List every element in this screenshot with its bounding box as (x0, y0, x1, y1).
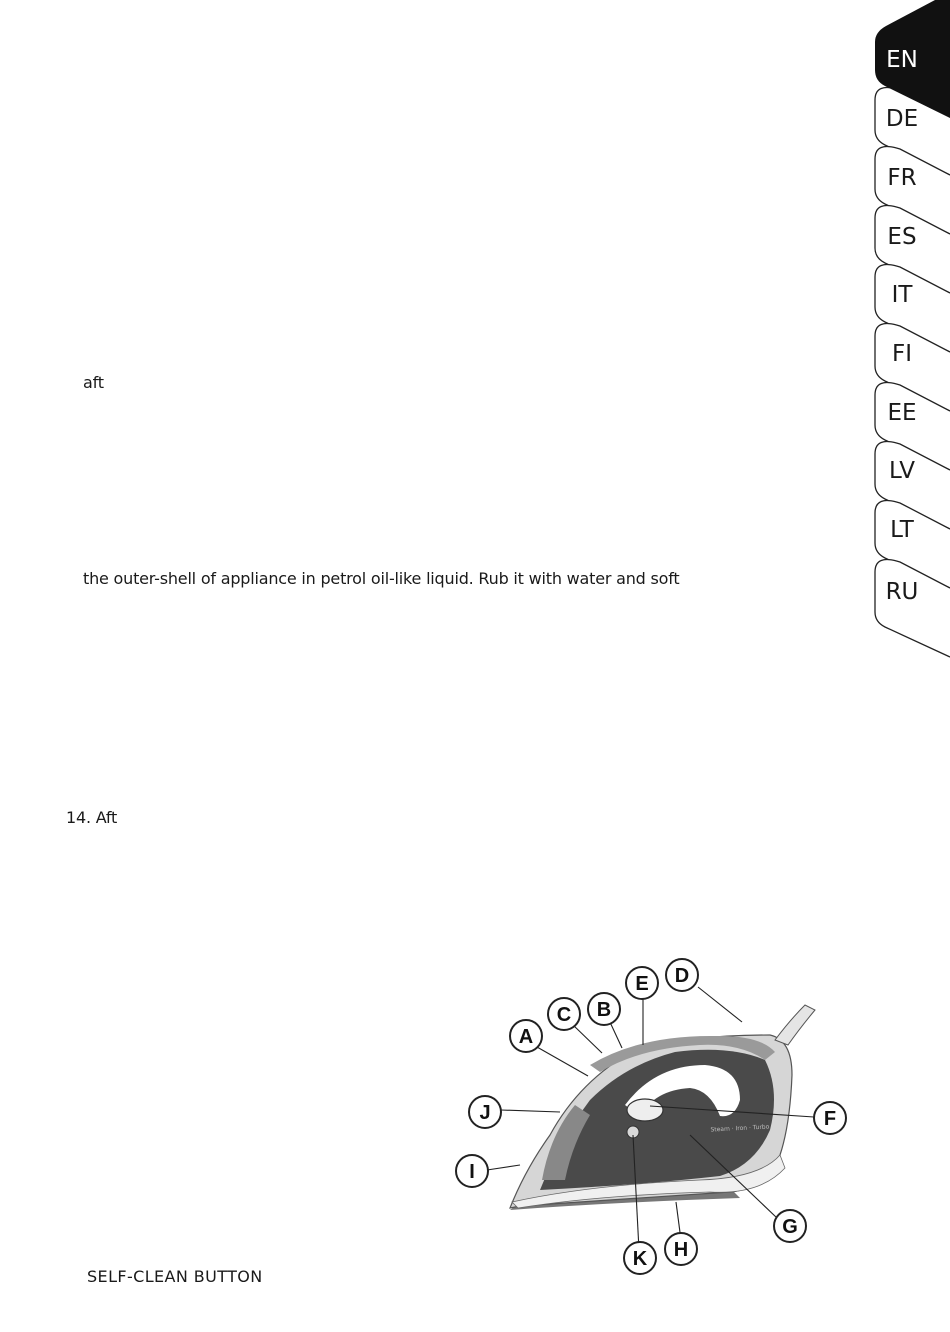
callout-k: K (632, 1248, 648, 1270)
tab-ru[interactable]: RU (885, 579, 919, 605)
tab-fr[interactable]: FR (887, 165, 917, 191)
power-cord (775, 1005, 815, 1045)
body-text-line: the outer-shell of appliance in petrol oil-like liquid. Rub it with water and soft (83, 569, 680, 588)
callout-d: D (674, 965, 690, 987)
tab-en[interactable]: EN (886, 47, 918, 73)
callout-f: F (823, 1108, 837, 1130)
callout-e: E (635, 973, 649, 995)
callout-g: G (782, 1216, 798, 1238)
section-heading: SELF-CLEAN BUTTON (87, 1267, 263, 1286)
temperature-dial (627, 1099, 663, 1121)
tab-ee[interactable]: EE (887, 400, 917, 426)
tab-lv[interactable]: LV (888, 458, 916, 484)
callout-h: H (673, 1239, 689, 1261)
tab-fi[interactable]: FI (891, 341, 913, 367)
callout-j: J (479, 1102, 491, 1124)
iron-parts-diagram (440, 940, 860, 1290)
callout-b: B (596, 999, 612, 1021)
control-panel-label: Steam · Iron · Turbo (710, 1123, 770, 1134)
tab-es[interactable]: ES (887, 224, 917, 250)
callout-a: A (518, 1026, 534, 1048)
tab-it[interactable]: IT (891, 282, 913, 308)
tab-de[interactable]: DE (885, 106, 919, 132)
tab-lt[interactable]: LT (890, 517, 914, 543)
callout-c: C (556, 1004, 572, 1026)
numbered-step-text: 14. Aft (66, 808, 118, 827)
callout-i: I (469, 1161, 475, 1183)
body-text-line: aft (83, 373, 104, 392)
